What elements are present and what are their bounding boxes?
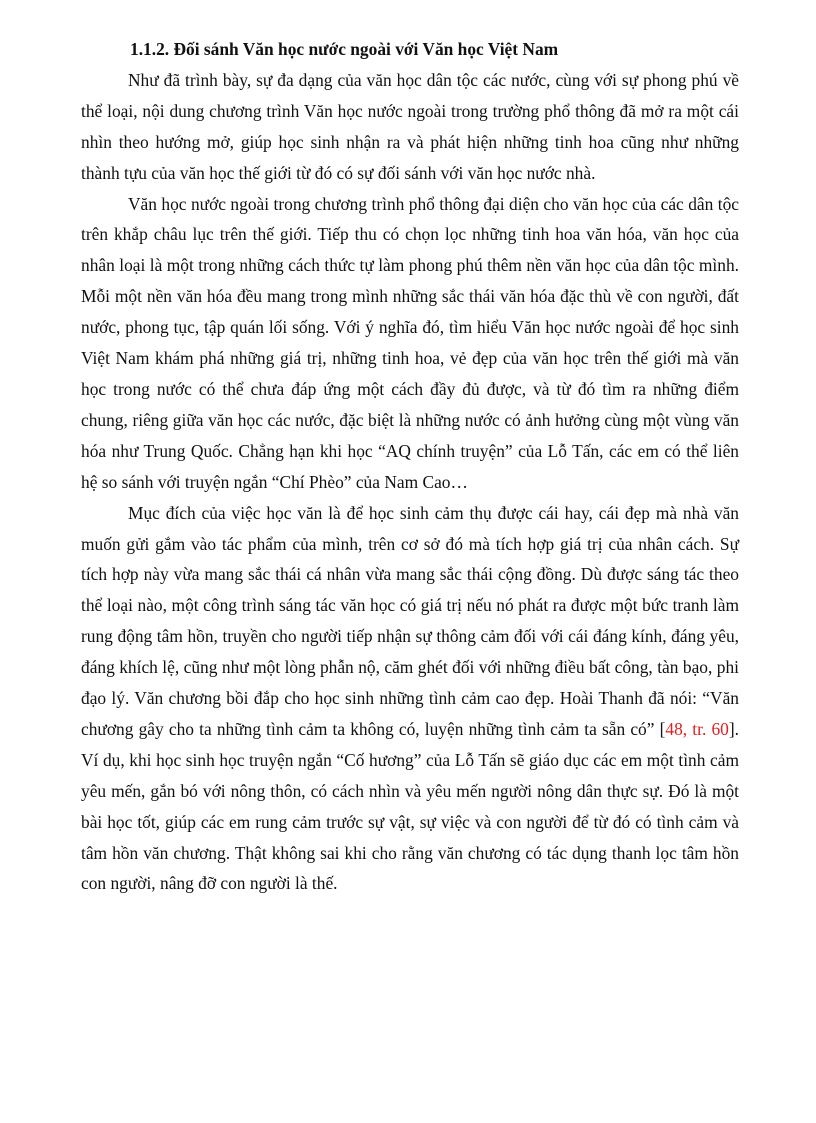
paragraph-3-text-after: ]. Ví dụ, khi học sinh học truyện ngắn “Cố hương” của Lỗ Tấn sẽ giáo dục các em một tình cảm yêu mến, gắn bó với nông thôn, có cách nhìn và yêu mến người nông dân thực sự. Đó là một bài học tốt, giúp các em rung cảm trước sự vật, sự việc và con người để từ đó có tình cảm và tâm hồn văn chương. Thật không sai khi cho rằng văn chương có tác dụng thanh lọc tâm hồn con người, nâng đỡ con người là thế. bbox=[81, 718, 740, 894]
section-heading: 1.1.2. Đối sánh Văn học nước ngoài với Văn học Việt Nam bbox=[130, 39, 559, 59]
document-page bbox=[81, 34, 739, 899]
paragraph-2: Văn học nước ngoài trong chương trình phổ thông đại diện cho văn học của các dân tộc trên khắp châu lục trên thế giới. Tiếp thu có chọn lọc những tinh hoa văn hóa, văn học của nhân loại là một trong những cách thức tự làm phong phú thêm nền văn học của dân tộc mình. Mỗi một nền văn hóa đều mang trong mình những sắc thái văn hóa đặc thù về con người, đất nước, phong tục, tập quán lối sống. Với ý nghĩa đó, tìm hiểu Văn học nước ngoài để học sinh Việt Nam khám phá những giá trị, những tinh hoa, vẻ đẹp của văn học trên thế giới mà văn học trong nước có thể chưa đáp ứng một cách đầy đủ được, và từ đó tìm ra những điểm chung, riêng giữa văn học các nước, đặc biệt là những nước có ảnh hưởng cùng một vùng văn hóa như Trung Quốc. Chẳng hạn khi học “AQ chính truyện” của Lỗ Tấn, các em có thể liên hệ so sánh với truyện ngắn “Chí Phèo” của Nam Cao… bbox=[81, 193, 739, 492]
paragraph-3-text-before: Mục đích của việc học văn là để học sinh cảm thụ được cái hay, cái đẹp mà nhà văn muốn gửi gắm vào tác phẩm của mình, trên cơ sở đó mà tích hợp giá trị của nhân cách. Sự tích hợp này vừa mang sắc thái cá nhân vừa mang sắc thái cộng đồng. Dù được sáng tác theo thể loại nào, một công trình sáng tác văn học có giá trị nếu nó phát ra được một bức tranh làm rung động tâm hồn, truyền cho người tiếp nhận sự thông cảm đối với cái đáng kính, đáng yêu, đáng khích lệ, cũng như một lòng phẫn nộ, căm ghét đối với những điều bất công, tàn bạo, phi đạo lý. Văn chương bồi đắp cho học sinh những tình cảm cao đẹp. Hoài Thanh đã nói: “Văn chương gây cho ta những tình cảm ta không có, luyện những tình cảm ta sẵn có” [ bbox=[81, 502, 739, 739]
paragraph-1: Như đã trình bày, sự đa dạng của văn học dân tộc các nước, cùng với sự phong phú về thể loại, nội dung chương trình Văn học nước ngoài trong trường phổ thông đã mở ra một cái nhìn theo hướng mở, giúp học sinh nhận ra và phát hiện những tinh hoa cũng như những thành tựu của văn học thế giới từ đó có sự đối sánh với văn học nước nhà. bbox=[81, 69, 739, 183]
paragraph-3 bbox=[81, 498, 739, 900]
citation-link[interactable]: 48, tr. 60 bbox=[665, 718, 729, 739]
